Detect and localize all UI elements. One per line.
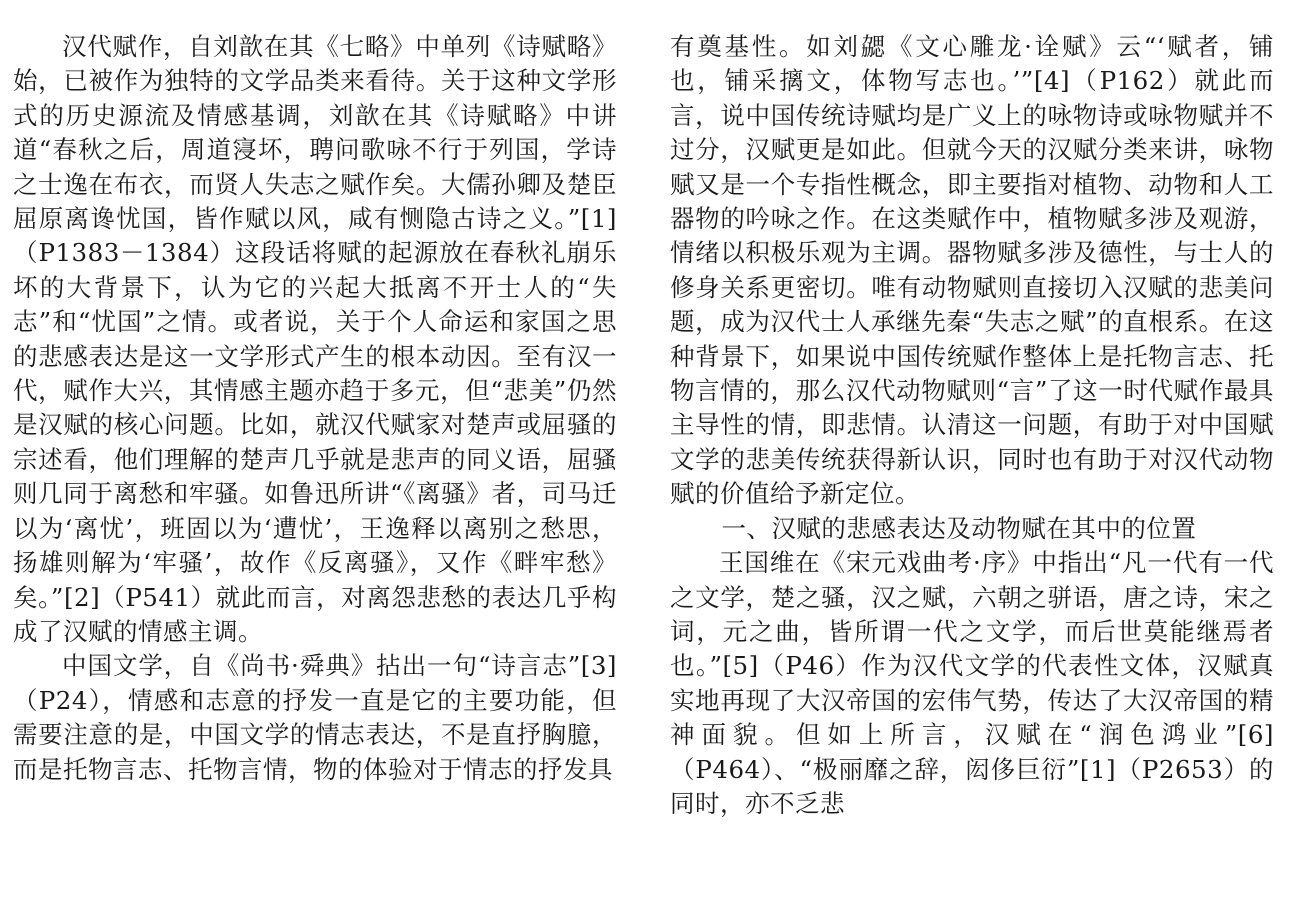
right-column (670, 30, 1274, 821)
left-paragraph-1: 汉代赋作，自刘歆在其《七略》中单列《诗赋略》始，已被作为独特的文学品类来看待。关于这种文学形式的历史源流及情感基调，刘歆在其《诗赋略》中讲道“春秋之后，周道寖坏，聘问歌咏不行于列国，学诗之士逸在布衣，而贤人失志之赋作矣。大儒孙卿及楚臣屈原离谗忧国，皆作赋以风，咸有恻隐古诗之义。”[1]（P1383－1384）这段话将赋的起源放在春秋礼崩乐坏的大背景下，认为它的兴起大抵离不开士人的“失志”和“忧国”之情。或者说，关于个人命运和家国之思的悲感表达是这一文学形式产生的根本动因。至有汉一代，赋作大兴，其情感主题亦趋于多元，但“悲美”仍然是汉赋的核心问题。比如，就汉代赋家对楚声或屈骚的宗述看，他们理解的楚声几乎就是悲声的同义语，屈骚则几同于离愁和牢骚。如鲁迅所讲“《离骚》者，司马迁以为‘离忧’，班固以为‘遭忧’，王逸释以离别之愁思，扬雄则解为‘牢骚’，故作《反离骚》，又作《畔牢愁》矣。”[2]（P541）就此而言，对离怨悲愁的表达几乎构成了汉赋的情感主调。 (13, 32, 617, 646)
section-heading: 一、汉赋的悲感表达及动物赋在其中的位置 (721, 513, 1197, 543)
left-paragraph-2: 中国文学，自《尚书·舜典》拈出一句“诗言志”[3]（P24），情感和志意的抒发一直是它的主要功能，但需要注意的是，中国文学的情志表达，不是直抒胸臆，而是托物言志、托物言情，物的体验对于情志的抒发具 (13, 651, 617, 784)
right-paragraph-1: 有奠基性。如刘勰《文心雕龙·诠赋》云“‘赋者，铺也，铺采摛文，体物写志也。’”[4]（P162）就此而言，说中国传统诗赋均是广义上的咏物诗或咏物赋并不过分，汉赋更是如此。但就今天的汉赋分类来讲，咏物赋又是一个专指性概念，即主要指对植物、动物和人工器物的吟咏之作。在这类赋作中，植物赋多涉及观游，情绪以积极乐观为主调。器物赋多涉及德性，与士人的修身关系更密切。唯有动物赋则直接切入汉赋的悲美问题，成为汉代士人承继先秦“失志之赋”的直根系。在这种背景下，如果说中国传统赋作整体上是托物言志、托物言情的，那么汉代动物赋则“言”了这一时代赋作最具主导性的情，即悲情。认清这一问题，有助于对中国赋文学的悲美传统获得新认识，同时也有助于对汉代动物赋的价值给予新定位。 (670, 32, 1274, 509)
left-column (13, 30, 617, 787)
right-paragraph-2: 王国维在《宋元戏曲考·序》中指出“凡一代有一代之文学，楚之骚，汉之赋，六朝之骈语，唐之诗，宋之词，元之曲，皆所谓一代之文学，而后世莫能继焉者也。”[5]（P46）作为汉代文学的代表性文体，汉赋真实地再现了大汉帝国的宏伟气势，传达了大汉帝国的精神面貌。但如上所言，汉赋在“润色鸿业”[6]（P464）、“极丽靡之辞，闳侈巨衍”[1]（P2653）的同时，亦不乏悲 (670, 548, 1274, 818)
